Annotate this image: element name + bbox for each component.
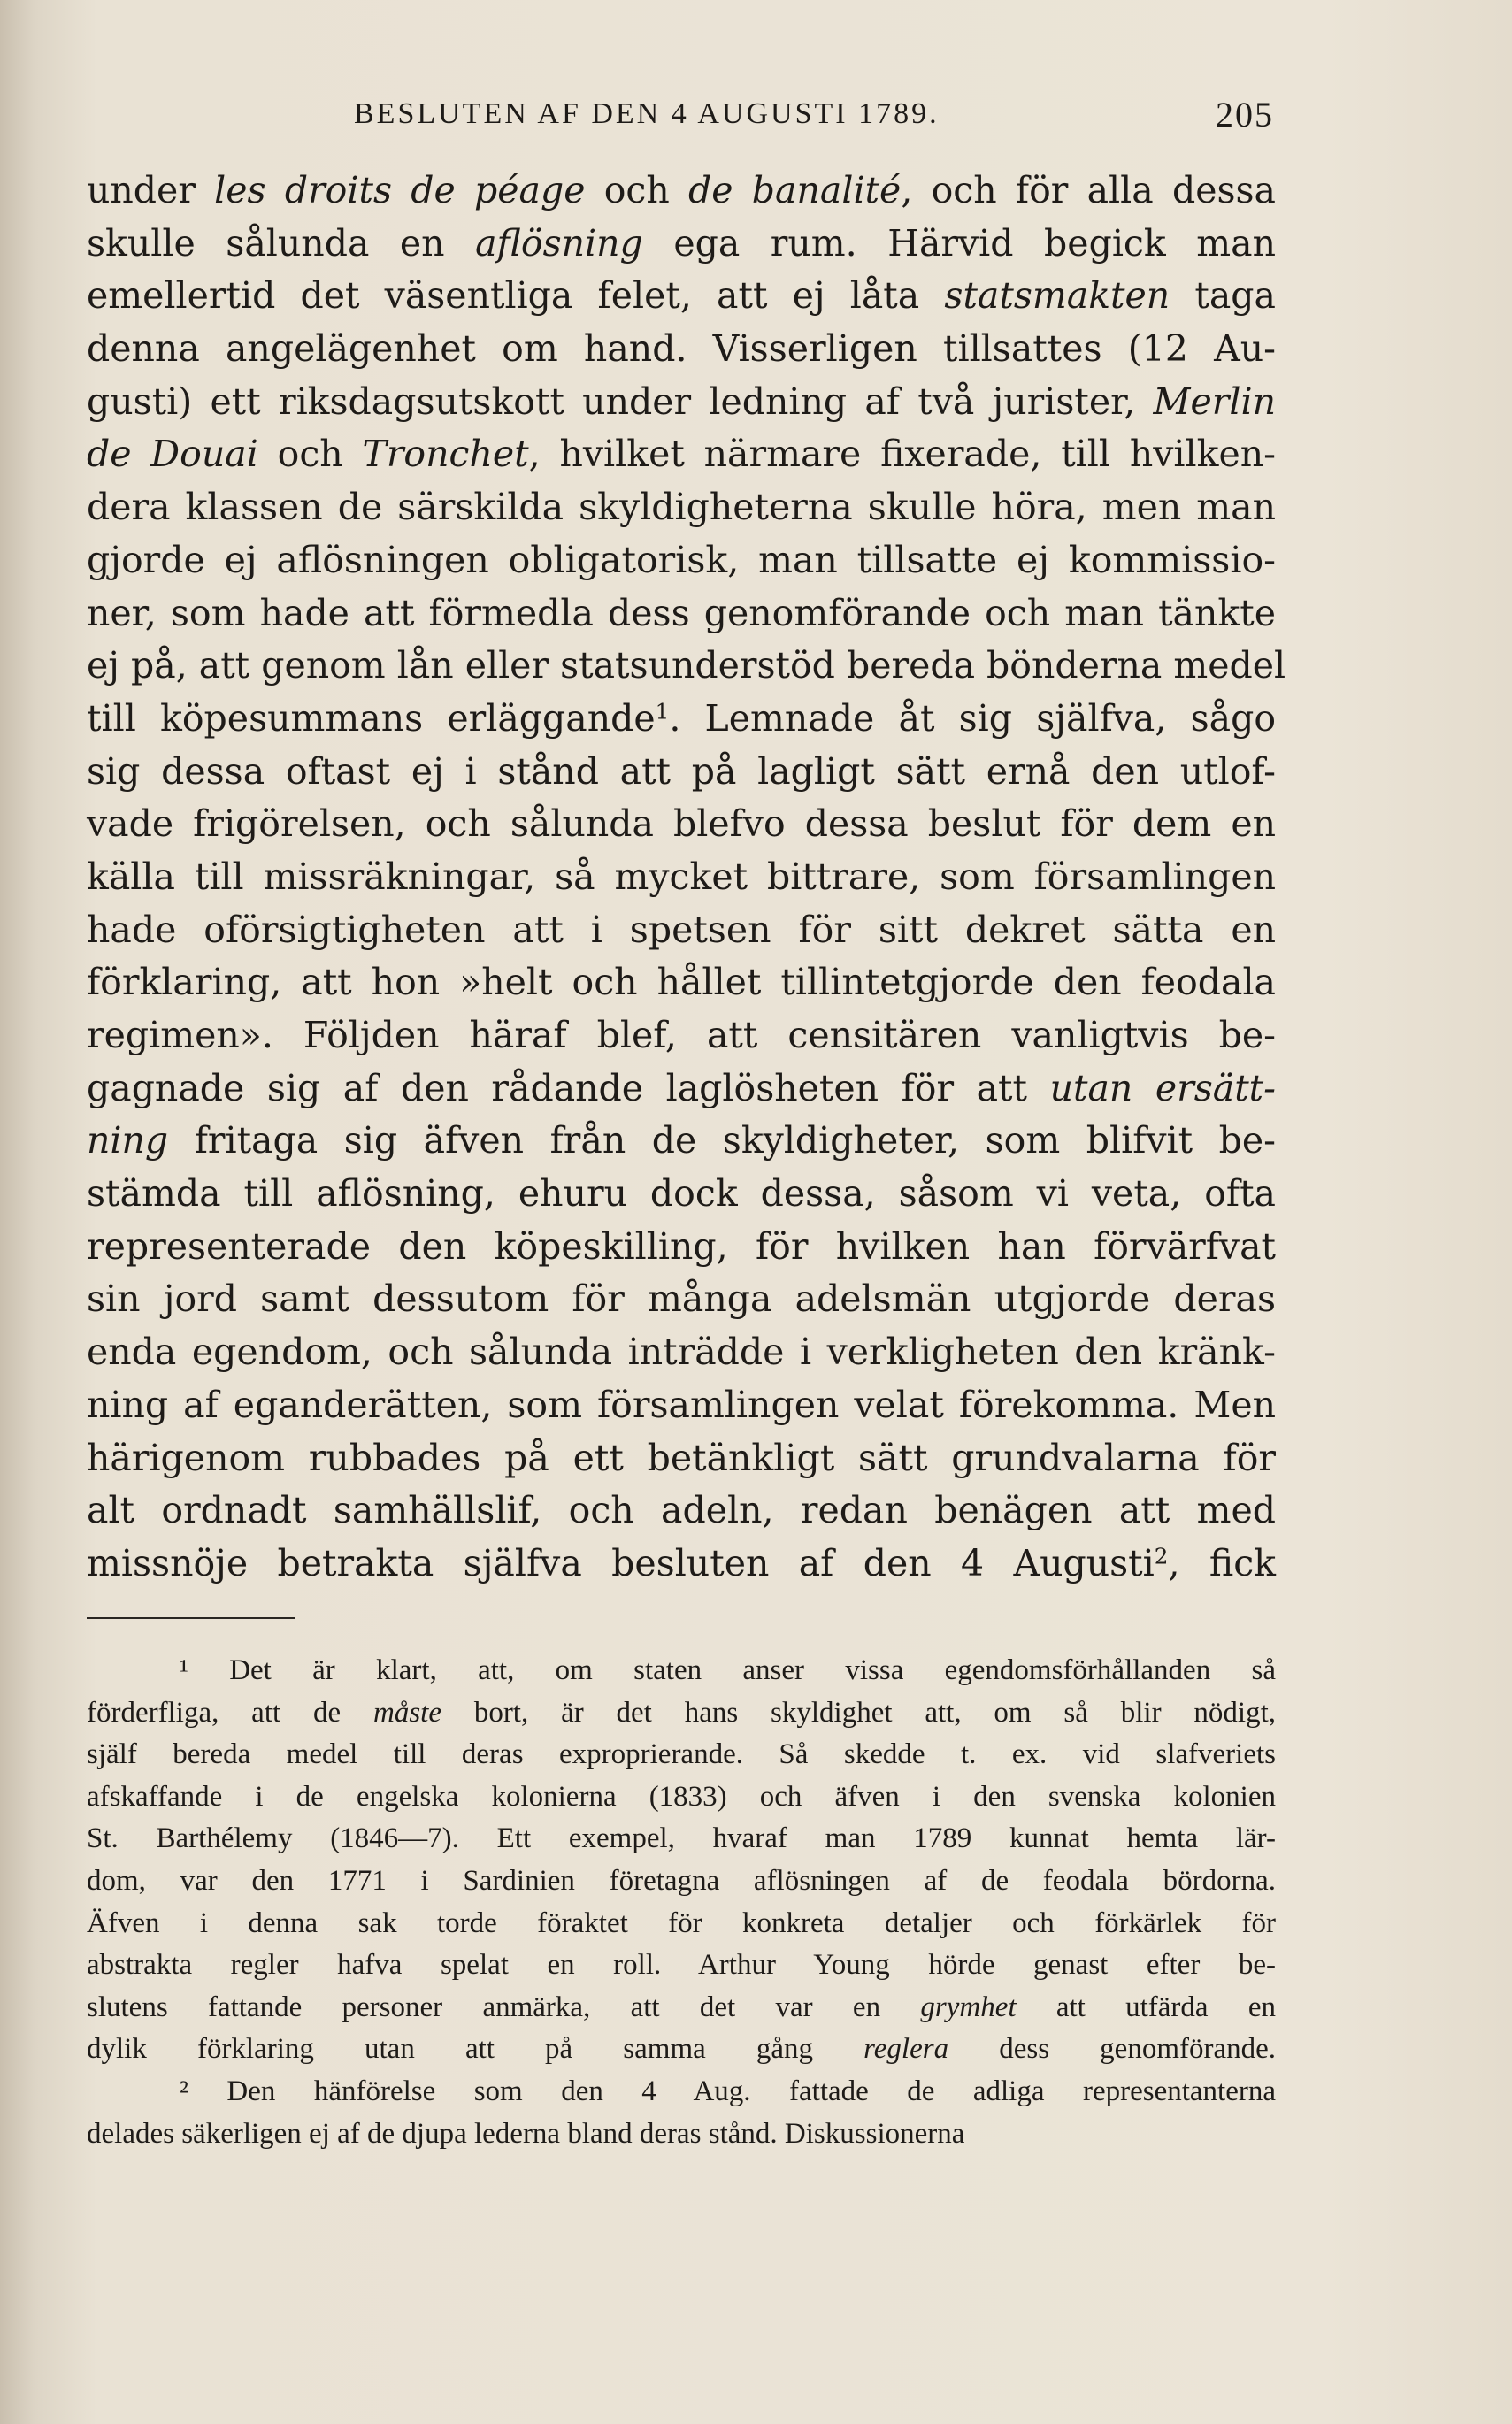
text-run: att utfärda en (1016, 1991, 1277, 2023)
body-line (87, 851, 1276, 904)
body-line (87, 693, 1276, 746)
text-run: missnöje betrakta själfva besluten af den 4 Augusti (87, 1541, 1155, 1584)
text-run: förderfliga, att de (87, 1696, 373, 1729)
body-line (87, 1538, 1276, 1591)
body-line (87, 798, 1276, 851)
text-run: taga (1170, 274, 1276, 318)
italic-run: måste (372, 1696, 441, 1729)
footnote-line (87, 2071, 1276, 2113)
body-line (87, 1379, 1276, 1432)
text-run: gagnade sig af den rådande laglösheten för att (87, 1066, 1050, 1109)
footnote-line (87, 2029, 1276, 2071)
footnote-line (87, 2113, 1276, 2156)
footnote-line (87, 1650, 1276, 1692)
footnote-line (87, 1987, 1276, 2029)
italic-run: de Douai (87, 433, 258, 476)
text-run: dera klassen de särskilda skyldigheterna skulle höra, men man (87, 486, 1276, 529)
italic-run: Tronchet (362, 433, 529, 476)
text-run: Äfven i denna sak torde föraktet för konkreta detaljer och förkärlek för (87, 1906, 1276, 1939)
body-line (87, 1009, 1276, 1062)
italic-run: Merlin (1153, 380, 1276, 423)
body-line (87, 376, 1276, 429)
text-run: , fick (1168, 1541, 1276, 1584)
text-run: under (87, 169, 215, 211)
text-run: denna angelägenhet om hand. Visserligen tillsattes (12 Au- (87, 327, 1276, 371)
main-text (87, 165, 1286, 1591)
text-run: ² Den hänförelse som den 4 Aug. fattade de adliga representanterna (180, 2075, 1276, 2107)
text-run: , hvilket närmare fixerade, till hvilken- (528, 433, 1276, 476)
text-run: abstrakta regler hafva spelat en roll. Arthur Young hörde genast efter be- (87, 1949, 1276, 1982)
text-run: dess genomförande. (948, 2033, 1277, 2066)
text-run: sin jord samt dessutom för många adelsmän utgjorde deras (87, 1277, 1276, 1321)
body-line (87, 1115, 1276, 1168)
text-run: regimen». Följden häraf blef, att censitären vanligtvis be- (87, 1014, 1276, 1056)
footnote-marker: 2 (1154, 1543, 1169, 1569)
text-run: representerade den köpeskilling, för hvilken han förvärfvat (87, 1224, 1276, 1268)
text-run: skulle sålunda en (87, 221, 476, 265)
page-number: 205 (1216, 95, 1274, 134)
body-line (87, 165, 1276, 218)
text-run: enda egendom, och sålunda inträdde i verkligheten den kränk- (87, 1331, 1276, 1374)
body-line (87, 1484, 1276, 1538)
text-run: källa till missräkningar, så mycket bittrare, som församlingen (87, 855, 1276, 898)
text-run: . Lemnade åt sig själfva, sågo (669, 696, 1277, 740)
text-run: afskaffande i de engelska kolonierna (1833) och äfven i den svenska kolonien (87, 1780, 1276, 1813)
body-line (87, 746, 1276, 799)
text-run: emellertid det väsentliga felet, att ej låta (87, 274, 945, 318)
text-run: gusti) ett riksdagsutskott under ledning af två jurister, (87, 380, 1154, 423)
text-run: förklaring, att hon »helt och hållet tillintetgjorde den feodala (87, 961, 1276, 1004)
italic-run: grymhet (920, 1991, 1017, 2023)
body-line (87, 1432, 1276, 1485)
body-line (87, 1062, 1276, 1116)
body-line (87, 270, 1276, 323)
italic-run: les droits de péage (214, 169, 586, 211)
footnote-line (87, 1945, 1276, 1987)
text-run: fritaga sig äfven från de skyldigheter, som blifvit be- (168, 1119, 1276, 1162)
running-head: BESLUTEN AF DEN 4 AUGUSTI 1789. (354, 97, 940, 130)
text-run: ej på, att genom lån eller statsunderstöd bereda bönderna medel (87, 644, 1286, 687)
body-line (87, 534, 1276, 587)
text-run: och (585, 169, 689, 211)
text-run: gjorde ej aflösningen obligatorisk, man tillsatte ej kommissio- (87, 538, 1276, 581)
text-run: ning af eganderätten, som församlingen velat förekomma. Men (87, 1383, 1276, 1426)
text-run: och (257, 433, 363, 476)
body-line (87, 640, 1286, 693)
italic-run: utan ersätt- (1049, 1066, 1276, 1109)
body-line (87, 1221, 1276, 1274)
footnote-marker: 1 (655, 698, 670, 725)
text-run: dylik förklaring utan att på samma gång (87, 2033, 864, 2066)
footnote-line (87, 1903, 1276, 1945)
footnote-line (87, 1776, 1276, 1819)
body-line (87, 1168, 1276, 1221)
body-line (87, 323, 1276, 376)
text-run: bort, är det hans skyldighet att, om så blir nödigt, (441, 1696, 1276, 1729)
text-run: ega rum. Härvid begick man (642, 221, 1276, 265)
text-run: hade oförsigtigheten att i spetsen för sitt dekret sätta en (87, 908, 1276, 951)
italic-run: statsmakten (944, 274, 1170, 318)
text-run: vade frigörelsen, och sålunda blefvo dessa beslut för dem en (87, 802, 1276, 846)
body-line (87, 428, 1276, 481)
body-line (87, 956, 1276, 1009)
italic-run: de banalité (688, 169, 902, 211)
body-line (87, 587, 1276, 641)
text-run: St. Barthélemy (1846—7). Ett exempel, hvaraf man 1789 kunnat hemta lär- (87, 1822, 1276, 1855)
body-line (87, 218, 1276, 271)
text-run: delades säkerligen ej af de djupa lederna bland deras stånd. Diskussionerna (87, 2117, 965, 2150)
text-run: till köpesummans erläggande (87, 696, 656, 740)
footnote-line (87, 1860, 1276, 1903)
text-run: ¹ Det är klart, att, om staten anser vissa egendomsförhållanden så (180, 1654, 1276, 1686)
italic-run: reglera (863, 2033, 949, 2066)
body-line (87, 1326, 1276, 1379)
body-line (87, 481, 1276, 534)
text-run: dom, var den 1771 i Sardinien företagna aflösningen af de feodala bördorna. (87, 1864, 1276, 1897)
page-header (354, 97, 1274, 142)
text-run: slutens fattande personer anmärka, att det var en (87, 1991, 921, 2023)
footnote-line (87, 1734, 1276, 1776)
footnote-line (87, 1692, 1276, 1735)
body-line (87, 1273, 1276, 1326)
text-run: sig dessa oftast ej i stånd att på lagligt sätt ernå den utlof- (87, 749, 1276, 793)
body-line (87, 904, 1276, 957)
text-run: , och för alla dessa (901, 169, 1277, 211)
text-run: ner, som hade att förmedla dess genomförande och man tänkte (87, 591, 1276, 634)
footnotes (87, 1650, 1276, 2155)
text-run: själf bereda medel till deras exproprierande. Så skedde t. ex. vid slafveriets (87, 1738, 1276, 1771)
text-run: stämda till aflösning, ehuru dock dessa, såsom vi veta, ofta (87, 1172, 1276, 1216)
text-run: härigenom rubbades på ett betänkligt sätt grundvalarna för (87, 1436, 1276, 1479)
italic-run: ning (87, 1119, 169, 1162)
italic-run: aflösning (475, 221, 643, 265)
footnote-line (87, 1818, 1276, 1860)
text-run: alt ordnadt samhällslif, och adeln, redan benägen att med (87, 1489, 1276, 1532)
footnote-separator (87, 1617, 295, 1619)
